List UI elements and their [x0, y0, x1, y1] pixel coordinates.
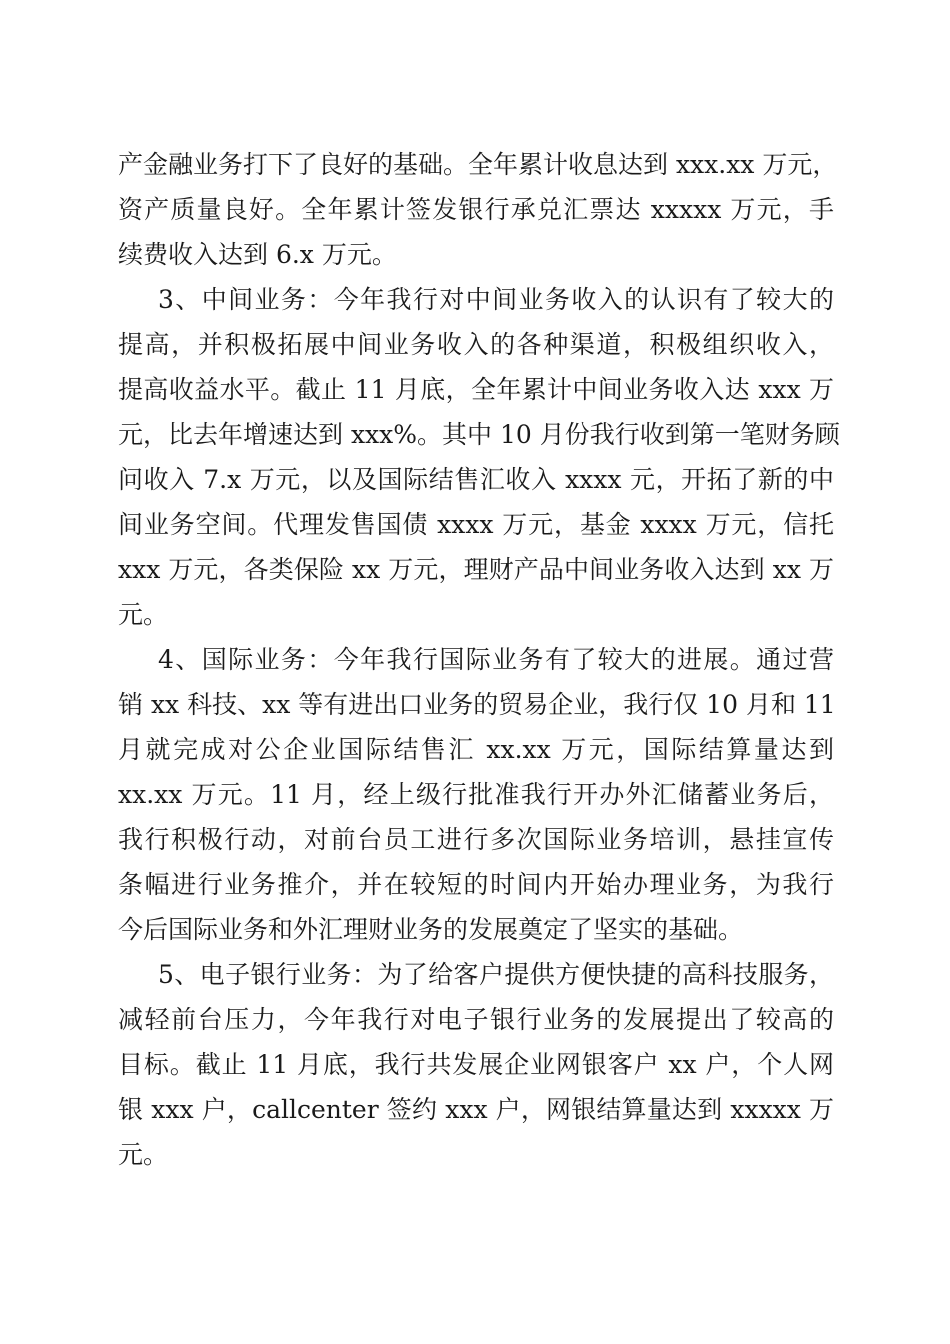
- text-line: 目标。截止 11 月底，我行共发展企业网银客户 xx 户，个人网: [118, 1050, 834, 1079]
- text-line: 间业务空间。代理发售国债 xxxx 万元，基金 xxxx 万元，信托: [118, 510, 834, 539]
- text-line: 我行积极行动，对前台员工进行多次国际业务培训，悬挂宣传: [118, 825, 834, 854]
- text-line: xxx 万元，各类保险 xx 万元，理财产品中间业务收入达到 xx 万: [118, 555, 834, 584]
- text-line: 提高收益水平。截止 11 月底，全年累计中间业务收入达 xxx 万: [118, 375, 834, 404]
- text-line: 问收入 7.x 万元，以及国际结售汇收入 xxxx 元，开拓了新的中: [118, 465, 834, 494]
- paragraph-international-business: [118, 637, 834, 952]
- text-line: 减轻前台压力，今年我行对电子银行业务的发展提出了较高的: [118, 1005, 834, 1034]
- text-line: 月就完成对公企业国际结售汇 xx.xx 万元，国际结算量达到: [118, 735, 834, 764]
- text-line: 5、电子银行业务：为了给客户提供方便快捷的高科技服务，: [158, 960, 834, 989]
- paragraph-intermediate-business: [118, 277, 840, 637]
- text-line: 元。: [118, 600, 169, 629]
- text-line: 资产质量良好。全年累计签发银行承兑汇票达 xxxxx 万元，手: [118, 195, 834, 224]
- text-line: 4、国际业务：今年我行国际业务有了较大的进展。通过营: [158, 645, 834, 674]
- text-line: 条幅进行业务推介，并在较短的时间内开始办理业务，为我行: [118, 870, 834, 899]
- text-line: 3、中间业务：今年我行对中间业务收入的认识有了较大的: [158, 285, 834, 314]
- paragraph-continuation: [118, 142, 838, 277]
- text-line: 销 xx 科技、xx 等有进出口业务的贸易企业，我行仅 10 月和 11: [118, 690, 836, 719]
- text-line: 产金融业务打下了良好的基础。全年累计收息达到 xxx.xx 万元，: [118, 150, 838, 179]
- text-line: 今后国际业务和外汇理财业务的发展奠定了坚实的基础。: [118, 915, 744, 944]
- text-line: xx.xx 万元。11 月，经上级行批准我行开办外汇储蓄业务后，: [118, 780, 834, 809]
- text-line: 元，比去年增速达到 xxx%。其中 10 月份我行收到第一笔财务顾: [118, 420, 840, 449]
- text-line: 续费收入达到 6.x 万元。: [118, 240, 397, 269]
- paragraph-e-banking: [118, 952, 834, 1177]
- text-line: 银 xxx 户，callcenter 签约 xxx 户，网银结算量达到 xxxxx 万: [118, 1095, 834, 1124]
- text-line: 提高，并积极拓展中间业务收入的各种渠道，积极组织收入，: [118, 330, 834, 359]
- document-body: [118, 142, 840, 1177]
- text-line: 元。: [118, 1140, 169, 1169]
